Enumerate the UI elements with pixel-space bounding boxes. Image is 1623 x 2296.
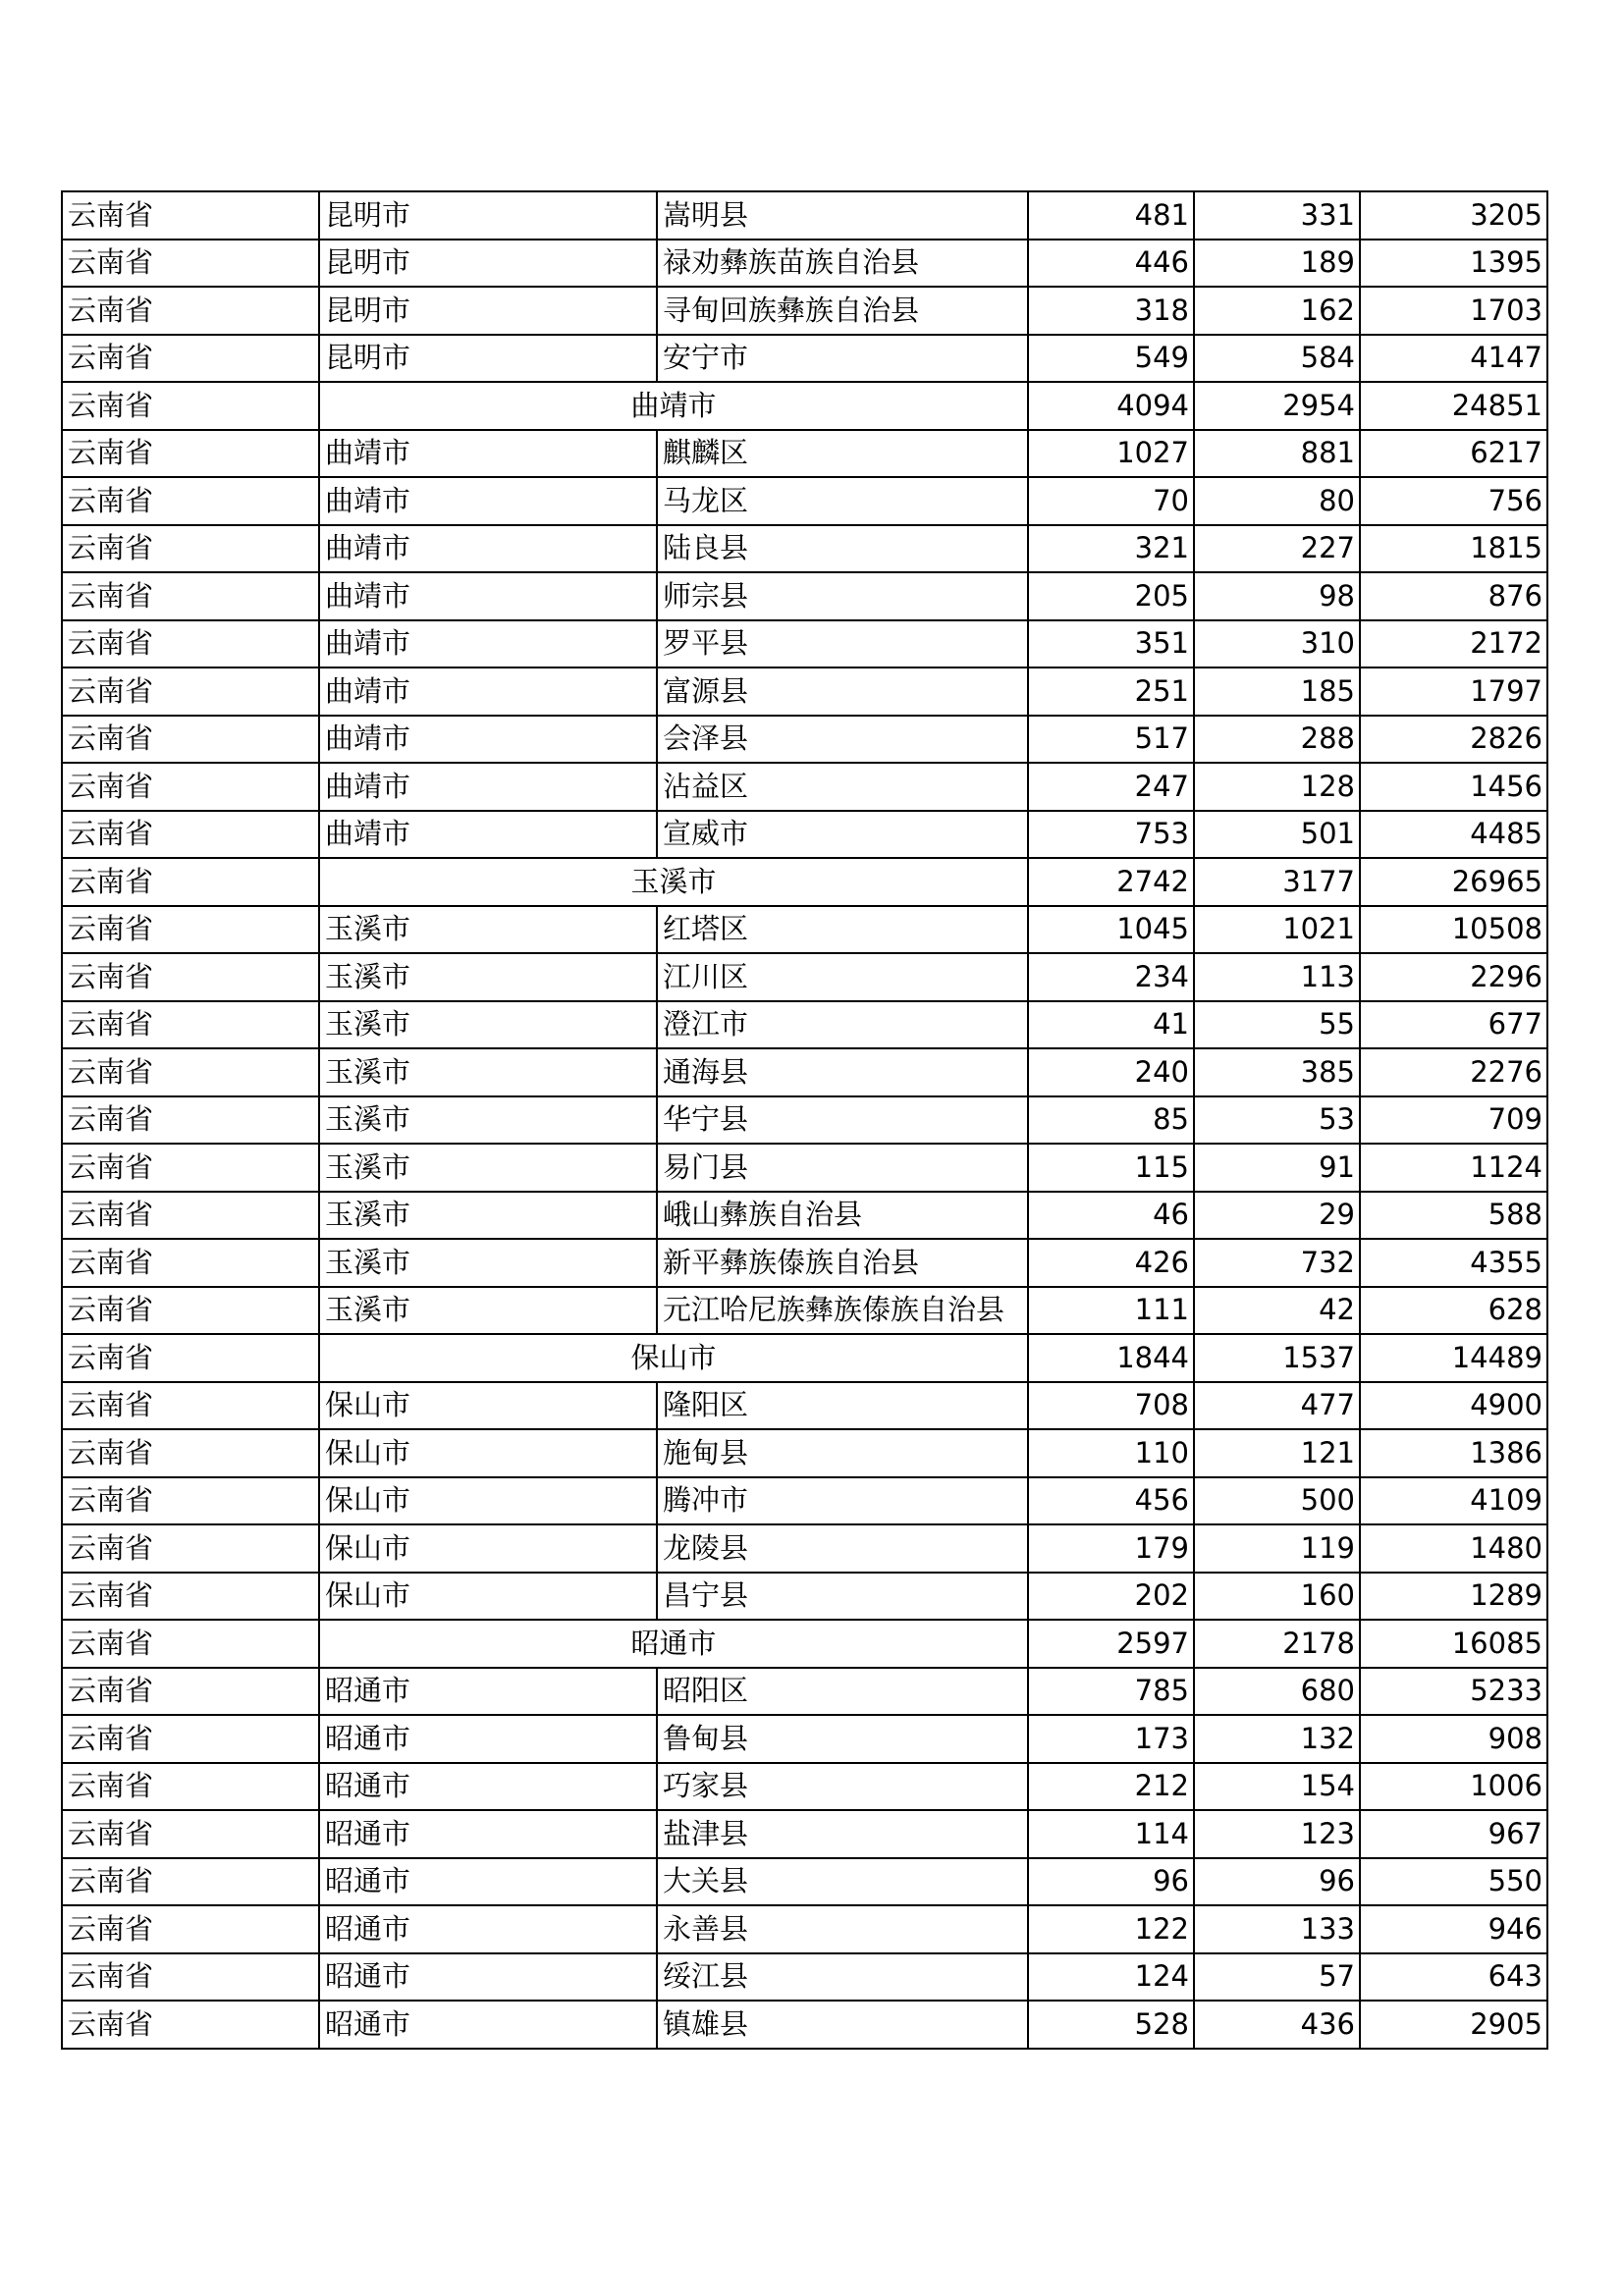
county-cell: 龙陵县 (657, 1524, 1028, 1573)
city-cell: 玉溪市 (319, 1192, 657, 1240)
value3-cell: 908 (1360, 1715, 1547, 1763)
value1-cell: 446 (1028, 240, 1194, 288)
value2-cell: 57 (1194, 1953, 1360, 2002)
value3-cell: 709 (1360, 1096, 1547, 1145)
value1-cell: 111 (1028, 1287, 1194, 1335)
value3-cell: 14489 (1360, 1334, 1547, 1382)
city-subtotal-cell: 昭通市 (319, 1620, 1028, 1668)
table-row (62, 430, 1547, 478)
table-row (62, 763, 1547, 811)
value3-cell: 1703 (1360, 287, 1547, 335)
province-cell: 云南省 (62, 811, 319, 859)
province-cell: 云南省 (62, 1239, 319, 1287)
city-cell: 保山市 (319, 1573, 657, 1621)
value1-cell: 2597 (1028, 1620, 1194, 1668)
city-cell: 曲靖市 (319, 667, 657, 716)
value1-cell: 114 (1028, 1810, 1194, 1858)
county-cell: 鲁甸县 (657, 1715, 1028, 1763)
county-cell: 罗平县 (657, 620, 1028, 668)
city-cell: 昆明市 (319, 287, 657, 335)
value2-cell: 113 (1194, 953, 1360, 1001)
table-row (62, 716, 1547, 764)
value2-cell: 288 (1194, 716, 1360, 764)
value1-cell: 70 (1028, 477, 1194, 525)
city-cell: 曲靖市 (319, 620, 657, 668)
value1-cell: 202 (1028, 1573, 1194, 1621)
table-row (62, 1573, 1547, 1621)
city-cell: 玉溪市 (319, 1144, 657, 1192)
value3-cell: 550 (1360, 1858, 1547, 1906)
value2-cell: 53 (1194, 1096, 1360, 1145)
statistics-table (61, 190, 1548, 2050)
county-cell: 师宗县 (657, 572, 1028, 620)
value3-cell: 26965 (1360, 858, 1547, 906)
city-cell: 曲靖市 (319, 477, 657, 525)
value3-cell: 16085 (1360, 1620, 1547, 1668)
city-cell: 曲靖市 (319, 716, 657, 764)
province-cell: 云南省 (62, 1048, 319, 1096)
value3-cell: 4355 (1360, 1239, 1547, 1287)
city-subtotal-cell: 玉溪市 (319, 858, 1028, 906)
county-cell: 通海县 (657, 1048, 1028, 1096)
city-cell: 玉溪市 (319, 1287, 657, 1335)
city-cell: 保山市 (319, 1477, 657, 1525)
city-subtotal-row (62, 1620, 1547, 1668)
city-cell: 保山市 (319, 1524, 657, 1573)
value2-cell: 2954 (1194, 382, 1360, 430)
value1-cell: 96 (1028, 1858, 1194, 1906)
value1-cell: 240 (1028, 1048, 1194, 1096)
city-cell: 保山市 (319, 1429, 657, 1477)
table-row (62, 2001, 1547, 2049)
county-cell: 巧家县 (657, 1763, 1028, 1811)
table-row (62, 620, 1547, 668)
value3-cell: 628 (1360, 1287, 1547, 1335)
value2-cell: 732 (1194, 1239, 1360, 1287)
value2-cell: 96 (1194, 1858, 1360, 1906)
county-cell: 绥江县 (657, 1953, 1028, 2002)
province-cell: 云南省 (62, 1334, 319, 1382)
city-subtotal-row (62, 382, 1547, 430)
province-cell: 云南省 (62, 1477, 319, 1525)
province-cell: 云南省 (62, 1382, 319, 1430)
table-row (62, 1858, 1547, 1906)
table-row (62, 1953, 1547, 2002)
table-row (62, 1715, 1547, 1763)
value3-cell: 2276 (1360, 1048, 1547, 1096)
value1-cell: 205 (1028, 572, 1194, 620)
value2-cell: 55 (1194, 1001, 1360, 1049)
table-row (62, 1524, 1547, 1573)
value3-cell: 2172 (1360, 620, 1547, 668)
value3-cell: 1395 (1360, 240, 1547, 288)
city-cell: 昭通市 (319, 1810, 657, 1858)
value1-cell: 351 (1028, 620, 1194, 668)
county-cell: 安宁市 (657, 335, 1028, 383)
province-cell: 云南省 (62, 1763, 319, 1811)
value3-cell: 6217 (1360, 430, 1547, 478)
province-cell: 云南省 (62, 1810, 319, 1858)
value2-cell: 1537 (1194, 1334, 1360, 1382)
province-cell: 云南省 (62, 191, 319, 240)
city-cell: 玉溪市 (319, 1048, 657, 1096)
table-row (62, 477, 1547, 525)
value1-cell: 753 (1028, 811, 1194, 859)
value3-cell: 4147 (1360, 335, 1547, 383)
county-cell: 昌宁县 (657, 1573, 1028, 1621)
province-cell: 云南省 (62, 2001, 319, 2049)
value2-cell: 160 (1194, 1573, 1360, 1621)
city-cell: 曲靖市 (319, 572, 657, 620)
city-cell: 曲靖市 (319, 525, 657, 573)
value1-cell: 321 (1028, 525, 1194, 573)
value1-cell: 173 (1028, 1715, 1194, 1763)
value2-cell: 132 (1194, 1715, 1360, 1763)
county-cell: 永善县 (657, 1905, 1028, 1953)
county-cell: 华宁县 (657, 1096, 1028, 1145)
table-row (62, 1287, 1547, 1335)
value1-cell: 456 (1028, 1477, 1194, 1525)
value3-cell: 1797 (1360, 667, 1547, 716)
county-cell: 峨山彝族自治县 (657, 1192, 1028, 1240)
value2-cell: 500 (1194, 1477, 1360, 1525)
table-row (62, 287, 1547, 335)
value1-cell: 426 (1028, 1239, 1194, 1287)
value1-cell: 85 (1028, 1096, 1194, 1145)
county-cell: 嵩明县 (657, 191, 1028, 240)
province-cell: 云南省 (62, 1715, 319, 1763)
county-cell: 澄江市 (657, 1001, 1028, 1049)
province-cell: 云南省 (62, 1524, 319, 1573)
table-row (62, 572, 1547, 620)
county-cell: 隆阳区 (657, 1382, 1028, 1430)
province-cell: 云南省 (62, 1429, 319, 1477)
value2-cell: 881 (1194, 430, 1360, 478)
city-cell: 玉溪市 (319, 1001, 657, 1049)
table-row (62, 1477, 1547, 1525)
value2-cell: 80 (1194, 477, 1360, 525)
value3-cell: 10508 (1360, 906, 1547, 954)
province-cell: 云南省 (62, 906, 319, 954)
province-cell: 云南省 (62, 953, 319, 1001)
value3-cell: 967 (1360, 1810, 1547, 1858)
county-cell: 易门县 (657, 1144, 1028, 1192)
table-row (62, 1001, 1547, 1049)
city-cell: 昆明市 (319, 240, 657, 288)
value2-cell: 385 (1194, 1048, 1360, 1096)
value2-cell: 436 (1194, 2001, 1360, 2049)
value2-cell: 584 (1194, 335, 1360, 383)
province-cell: 云南省 (62, 1905, 319, 1953)
table-row (62, 811, 1547, 859)
county-cell: 元江哈尼族彝族傣族自治县 (657, 1287, 1028, 1335)
county-cell: 江川区 (657, 953, 1028, 1001)
province-cell: 云南省 (62, 1144, 319, 1192)
value1-cell: 708 (1028, 1382, 1194, 1430)
value1-cell: 122 (1028, 1905, 1194, 1953)
county-cell: 腾冲市 (657, 1477, 1028, 1525)
province-cell: 云南省 (62, 1573, 319, 1621)
city-cell: 昭通市 (319, 1858, 657, 1906)
county-cell: 马龙区 (657, 477, 1028, 525)
city-subtotal-row (62, 858, 1547, 906)
value3-cell: 643 (1360, 1953, 1547, 2002)
table-row (62, 1382, 1547, 1430)
value3-cell: 876 (1360, 572, 1547, 620)
province-cell: 云南省 (62, 240, 319, 288)
value3-cell: 5233 (1360, 1668, 1547, 1716)
value2-cell: 3177 (1194, 858, 1360, 906)
value2-cell: 680 (1194, 1668, 1360, 1716)
value1-cell: 46 (1028, 1192, 1194, 1240)
county-cell: 大关县 (657, 1858, 1028, 1906)
value2-cell: 128 (1194, 763, 1360, 811)
province-cell: 云南省 (62, 477, 319, 525)
value1-cell: 1045 (1028, 906, 1194, 954)
value1-cell: 1844 (1028, 1334, 1194, 1382)
value3-cell: 1480 (1360, 1524, 1547, 1573)
value3-cell: 1456 (1360, 763, 1547, 811)
value1-cell: 1027 (1028, 430, 1194, 478)
province-cell: 云南省 (62, 667, 319, 716)
value1-cell: 4094 (1028, 382, 1194, 430)
value2-cell: 133 (1194, 1905, 1360, 1953)
value3-cell: 3205 (1360, 191, 1547, 240)
value2-cell: 310 (1194, 620, 1360, 668)
value1-cell: 247 (1028, 763, 1194, 811)
value1-cell: 124 (1028, 1953, 1194, 2002)
value3-cell: 756 (1360, 477, 1547, 525)
county-cell: 镇雄县 (657, 2001, 1028, 2049)
table-row (62, 1905, 1547, 1953)
province-cell: 云南省 (62, 1192, 319, 1240)
value3-cell: 4900 (1360, 1382, 1547, 1430)
value3-cell: 677 (1360, 1001, 1547, 1049)
province-cell: 云南省 (62, 430, 319, 478)
city-cell: 曲靖市 (319, 763, 657, 811)
value3-cell: 4109 (1360, 1477, 1547, 1525)
table-row (62, 191, 1547, 240)
province-cell: 云南省 (62, 287, 319, 335)
county-cell: 盐津县 (657, 1810, 1028, 1858)
county-cell: 富源县 (657, 667, 1028, 716)
value2-cell: 477 (1194, 1382, 1360, 1430)
province-cell: 云南省 (62, 382, 319, 430)
province-cell: 云南省 (62, 763, 319, 811)
county-cell: 会泽县 (657, 716, 1028, 764)
value2-cell: 501 (1194, 811, 1360, 859)
city-cell: 昆明市 (319, 335, 657, 383)
province-cell: 云南省 (62, 572, 319, 620)
value1-cell: 115 (1028, 1144, 1194, 1192)
county-cell: 寻甸回族彝族自治县 (657, 287, 1028, 335)
city-cell: 昆明市 (319, 191, 657, 240)
province-cell: 云南省 (62, 620, 319, 668)
value2-cell: 185 (1194, 667, 1360, 716)
table-row (62, 1144, 1547, 1192)
city-subtotal-cell: 保山市 (319, 1334, 1028, 1382)
value3-cell: 1289 (1360, 1573, 1547, 1621)
value2-cell: 91 (1194, 1144, 1360, 1192)
value3-cell: 1386 (1360, 1429, 1547, 1477)
county-cell: 麒麟区 (657, 430, 1028, 478)
province-cell: 云南省 (62, 1858, 319, 1906)
value1-cell: 41 (1028, 1001, 1194, 1049)
city-subtotal-row (62, 1334, 1547, 1382)
value1-cell: 212 (1028, 1763, 1194, 1811)
value1-cell: 318 (1028, 287, 1194, 335)
city-cell: 曲靖市 (319, 811, 657, 859)
value2-cell: 162 (1194, 287, 1360, 335)
province-cell: 云南省 (62, 1001, 319, 1049)
value2-cell: 119 (1194, 1524, 1360, 1573)
province-cell: 云南省 (62, 1096, 319, 1145)
province-cell: 云南省 (62, 1620, 319, 1668)
city-cell: 玉溪市 (319, 1096, 657, 1145)
value1-cell: 528 (1028, 2001, 1194, 2049)
value2-cell: 42 (1194, 1287, 1360, 1335)
value1-cell: 2742 (1028, 858, 1194, 906)
value1-cell: 234 (1028, 953, 1194, 1001)
value3-cell: 946 (1360, 1905, 1547, 1953)
value2-cell: 189 (1194, 240, 1360, 288)
table-row (62, 525, 1547, 573)
value3-cell: 1006 (1360, 1763, 1547, 1811)
city-cell: 昭通市 (319, 2001, 657, 2049)
province-cell: 云南省 (62, 716, 319, 764)
table-row (62, 1096, 1547, 1145)
value3-cell: 2296 (1360, 953, 1547, 1001)
value2-cell: 154 (1194, 1763, 1360, 1811)
county-cell: 沾益区 (657, 763, 1028, 811)
county-cell: 施甸县 (657, 1429, 1028, 1477)
county-cell: 陆良县 (657, 525, 1028, 573)
table-body (62, 191, 1547, 2049)
value2-cell: 98 (1194, 572, 1360, 620)
city-cell: 昭通市 (319, 1953, 657, 2002)
table-row (62, 1763, 1547, 1811)
province-cell: 云南省 (62, 1668, 319, 1716)
city-cell: 玉溪市 (319, 906, 657, 954)
table-row (62, 667, 1547, 716)
city-cell: 昭通市 (319, 1668, 657, 1716)
county-cell: 宣威市 (657, 811, 1028, 859)
table-row (62, 240, 1547, 288)
value1-cell: 110 (1028, 1429, 1194, 1477)
value2-cell: 121 (1194, 1429, 1360, 1477)
province-cell: 云南省 (62, 525, 319, 573)
table-row (62, 906, 1547, 954)
value2-cell: 227 (1194, 525, 1360, 573)
table-row (62, 953, 1547, 1001)
city-cell: 昭通市 (319, 1763, 657, 1811)
city-subtotal-cell: 曲靖市 (319, 382, 1028, 430)
table-row (62, 1668, 1547, 1716)
table-row (62, 335, 1547, 383)
province-cell: 云南省 (62, 1953, 319, 2002)
value1-cell: 251 (1028, 667, 1194, 716)
value1-cell: 481 (1028, 191, 1194, 240)
value2-cell: 331 (1194, 191, 1360, 240)
city-cell: 保山市 (319, 1382, 657, 1430)
value3-cell: 24851 (1360, 382, 1547, 430)
value3-cell: 2826 (1360, 716, 1547, 764)
value2-cell: 2178 (1194, 1620, 1360, 1668)
table-row (62, 1429, 1547, 1477)
value2-cell: 29 (1194, 1192, 1360, 1240)
value1-cell: 517 (1028, 716, 1194, 764)
table-row (62, 1048, 1547, 1096)
table-row (62, 1192, 1547, 1240)
table-row (62, 1239, 1547, 1287)
value3-cell: 1124 (1360, 1144, 1547, 1192)
table-row (62, 1810, 1547, 1858)
county-cell: 昭阳区 (657, 1668, 1028, 1716)
value3-cell: 2905 (1360, 2001, 1547, 2049)
county-cell: 新平彝族傣族自治县 (657, 1239, 1028, 1287)
county-cell: 禄劝彝族苗族自治县 (657, 240, 1028, 288)
city-cell: 玉溪市 (319, 1239, 657, 1287)
city-cell: 昭通市 (319, 1905, 657, 1953)
value1-cell: 785 (1028, 1668, 1194, 1716)
value3-cell: 1815 (1360, 525, 1547, 573)
county-cell: 红塔区 (657, 906, 1028, 954)
value3-cell: 4485 (1360, 811, 1547, 859)
city-cell: 昭通市 (319, 1715, 657, 1763)
value1-cell: 179 (1028, 1524, 1194, 1573)
province-cell: 云南省 (62, 858, 319, 906)
value1-cell: 549 (1028, 335, 1194, 383)
province-cell: 云南省 (62, 1287, 319, 1335)
value3-cell: 588 (1360, 1192, 1547, 1240)
city-cell: 曲靖市 (319, 430, 657, 478)
city-cell: 玉溪市 (319, 953, 657, 1001)
province-cell: 云南省 (62, 335, 319, 383)
value2-cell: 1021 (1194, 906, 1360, 954)
value2-cell: 123 (1194, 1810, 1360, 1858)
